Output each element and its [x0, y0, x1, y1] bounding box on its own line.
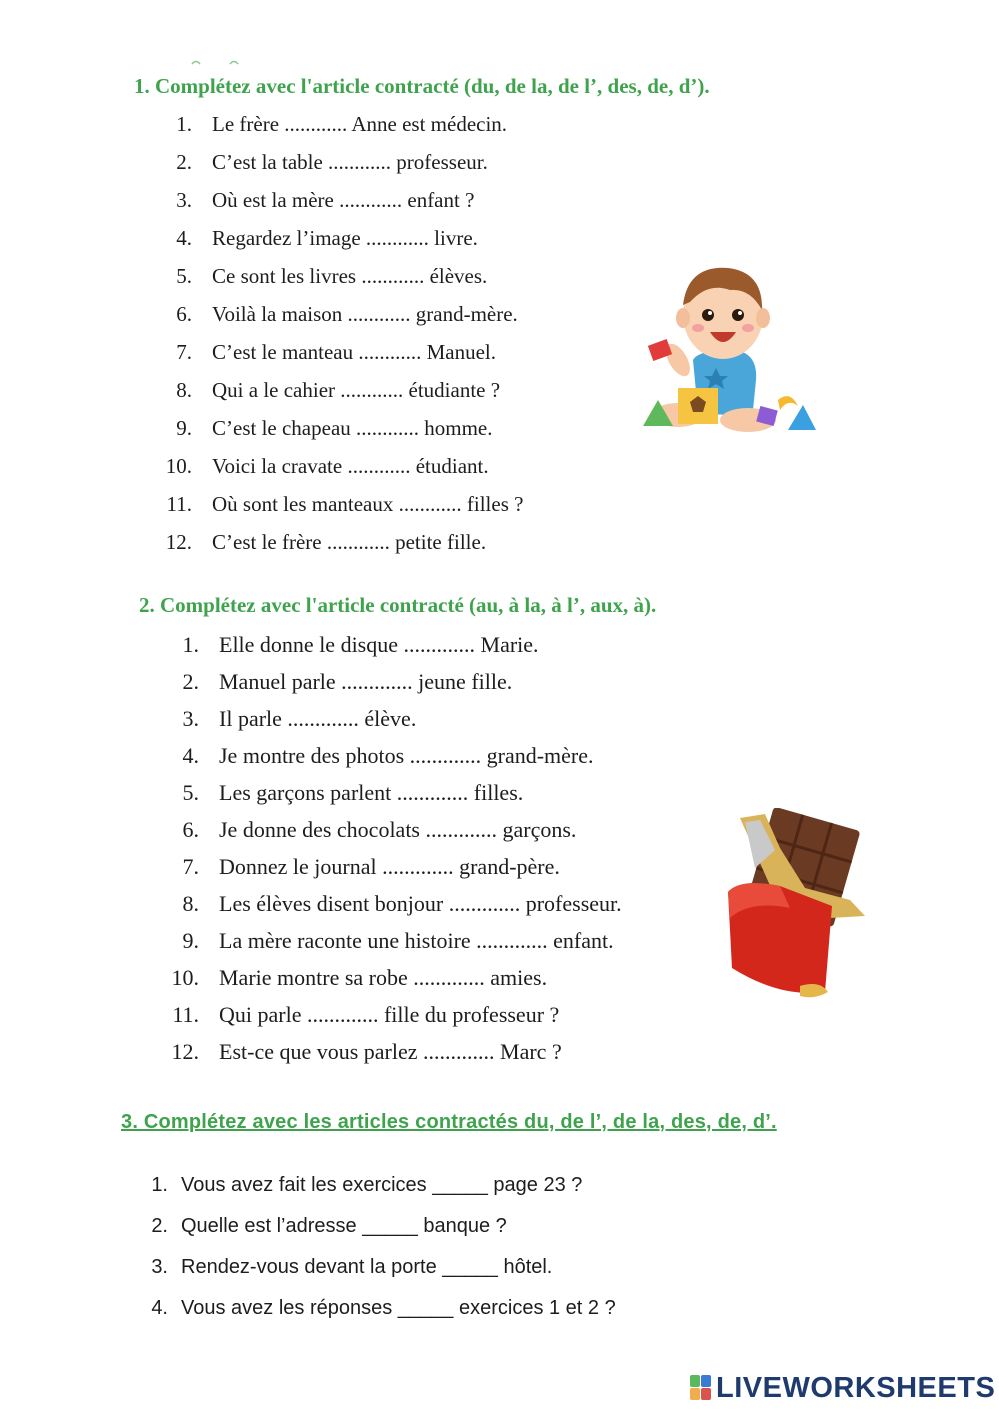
item-number: 11. — [166, 492, 192, 516]
item-text: C’est le frère ............ petite fille. — [212, 530, 487, 554]
item-text: C’est la table ............ professeur. — [212, 150, 488, 174]
item-text: Je montre des photos ............. grand-mère. — [219, 743, 594, 768]
item-number: 4. — [151, 1297, 168, 1319]
item-number: 3. — [151, 1256, 168, 1278]
decorative-marks — [190, 58, 250, 66]
item-text: Le frère ............ Anne est médecin. — [212, 112, 508, 136]
item-text: Vous avez fait les exercices _____ page 23 ? — [181, 1174, 583, 1196]
item-number: 9. — [182, 928, 199, 953]
liveworksheets-logo — [690, 1372, 995, 1404]
item-number: 5. — [182, 780, 199, 805]
item-text: Qui parle ............. fille du professeur ? — [219, 1002, 560, 1027]
item-number: 4. — [176, 226, 192, 250]
item-text: Il parle ............. élève. — [219, 706, 417, 731]
item-number: 6. — [182, 817, 199, 842]
item-number: 4. — [182, 743, 199, 768]
logo-text: LIVEWORKSHEETS — [716, 1371, 996, 1404]
item-number: 1. — [182, 632, 199, 657]
item-number: 2. — [176, 150, 192, 174]
item-number: 7. — [182, 854, 199, 879]
section-1-heading: 1. Complétez avec l'article contracté (du, de la, de l’, des, de, d’). — [134, 74, 710, 98]
item-text: La mère raconte une histoire ............. enfant. — [219, 928, 614, 953]
item-number: 8. — [182, 891, 199, 916]
item-text: Voilà la maison ............ grand-mère. — [212, 302, 518, 326]
item-number: 8. — [176, 378, 192, 402]
item-text: Donnez le journal ............. grand-père. — [219, 854, 560, 879]
item-number: 12. — [171, 1039, 199, 1064]
item-number: 9. — [176, 416, 192, 440]
section-3-heading: 3. Complétez avec les articles contractés du, de l’, de la, des, de, d’. — [121, 1111, 777, 1133]
item-text: Où sont les manteaux ............ filles ? — [212, 492, 524, 516]
item-number: 10. — [165, 454, 192, 478]
item-text: Les élèves disent bonjour ............. professeur. — [219, 891, 622, 916]
item-number: 6. — [176, 302, 192, 326]
item-number: 3. — [176, 188, 192, 212]
item-number: 2. — [182, 669, 199, 694]
item-number: 11. — [172, 1002, 199, 1027]
item-text: Qui a le cahier ............ étudiante ? — [212, 378, 501, 402]
item-text: Est-ce que vous parlez ............. Marc ? — [219, 1039, 562, 1064]
chocolate-bar-illustration — [720, 808, 870, 1000]
item-text: C’est le chapeau ............ homme. — [212, 416, 493, 440]
section-2-heading: 2. Complétez avec l'article contracté (au, à la, à l’, aux, à). — [139, 593, 657, 617]
item-text: Quelle est l’adresse _____ banque ? — [181, 1215, 507, 1237]
item-number: 1. — [176, 112, 192, 136]
item-text: Marie montre sa robe ............. amies. — [219, 965, 548, 990]
item-text: Rendez-vous devant la porte _____ hôtel. — [181, 1256, 553, 1278]
item-text: Manuel parle ............. jeune fille. — [219, 669, 513, 694]
item-text: C’est le manteau ............ Manuel. — [212, 340, 497, 364]
item-text: Elle donne le disque ............. Marie. — [219, 632, 539, 657]
item-text: Je donne des chocolats ............. garçons. — [219, 817, 577, 842]
item-number: 2. — [151, 1215, 168, 1237]
item-number: 3. — [182, 706, 199, 731]
item-text: Vous avez les réponses _____ exercices 1 et 2 ? — [181, 1297, 616, 1319]
item-number: 5. — [176, 264, 192, 288]
item-number: 10. — [171, 965, 199, 990]
item-text: Ce sont les livres ............ élèves. — [212, 264, 488, 288]
item-number: 7. — [176, 340, 192, 364]
item-text: Voici la cravate ............ étudiant. — [212, 454, 489, 478]
item-number: 1. — [151, 1174, 168, 1196]
item-number: 12. — [165, 530, 192, 554]
item-text: Où est la mère ............ enfant ? — [212, 188, 475, 212]
baby-toys-illustration — [638, 260, 820, 438]
item-text: Les garçons parlent ............. filles. — [219, 780, 524, 805]
item-text: Regardez l’image ............ livre. — [212, 226, 478, 250]
liveworksheets-logo-mark — [690, 1375, 712, 1401]
